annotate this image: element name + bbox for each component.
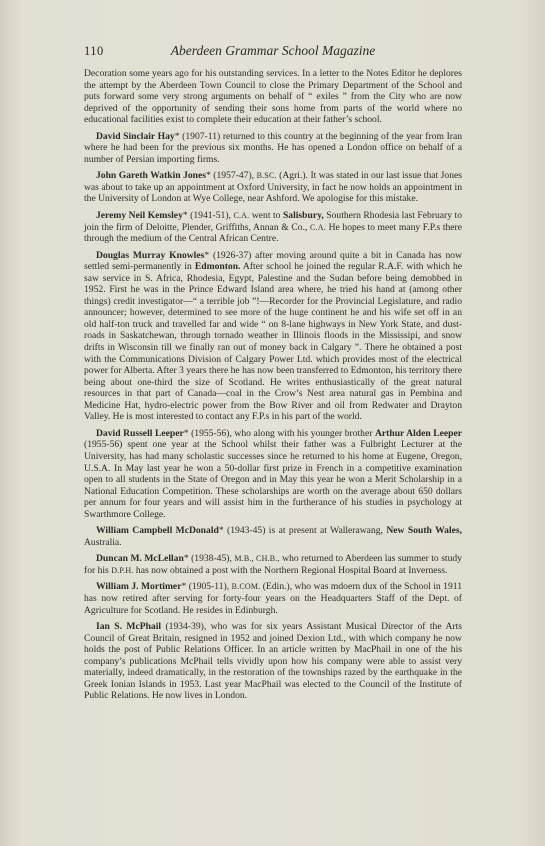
page-header [84,44,462,62]
paragraph [84,581,462,616]
degree-abbrev: B.SC. [256,171,277,181]
place-name: Salisbury, [282,210,324,222]
degree-abbrev: D.P.H. [111,565,134,575]
person-name: William Campbell McDonald [96,525,219,537]
degree-abbrev: B.COM. [231,582,261,592]
text-run: * (1943-45) is at present at Wallerawang, [218,525,387,537]
text-run: * (1957-47), [206,170,257,182]
place-name: New South Wales, [386,525,462,537]
text-run: (1934-39), who was for six years Assistant Musical Director of the Arts Council of Great Britain, resigned in 1952 and joined Dexion Ltd., with which company he now holds the post of Public Relations Officer. In an article written by MacPhail in one of the his company’s publications McPhail tells vividly upon how his company were able to assist very materially, indeed dramatically, in the restoration of the townships razed by the earthquake in the Greek Ionian Islands in 1953. Last year MacPhail was elected to the Council of the Institute of Public Relations. He now lives in London. [84,621,462,702]
paragraph [84,131,462,166]
person-name: David Sinclair Hay [96,130,175,142]
text-run: Southern Rhodesia last February to join the firm of Deloitte, Plender, Griffiths, Annan & Co., [84,210,463,233]
text-run: He hopes to meet many F.P.s there through the medium of the Central African Centre. [84,221,462,245]
person-name: David Russell Leeper [96,427,184,439]
paragraph [84,621,462,702]
paragraph [84,553,462,576]
text-run: went to [249,210,283,222]
article-body [84,68,462,707]
paragraph [84,68,462,126]
text-run: * (1926-37) after moving around quite a bit in Canada has now settled semi-permanently in [84,249,462,273]
text-run: has now obtained a post with the Northern Regional Hospital Board at Inverness. [133,564,448,576]
paragraph [84,250,462,423]
text-run: After school he joined the regular R.A.F. with which he saw service in S. Africa, Rhodesia, Egypt, Palestine and the Sudan before being demobbed in 1952. First he was in the Prince Edward Island area where, he tried his hand at (among other things) credit investigator—“ a terrible job ”!—Recorder for the Provincial Legislature, and radio announcer; however, determined to see more of the huge continent he and his wife set off in an old half-ton truck and travelled far and wide “ on 8-lane highways in New York State, and dust-roads in Saskatchewan, through tornado weather in Illinois floods in the Mississipi, and snow drifts in Wisconsin till we finally ran out of money back in Calgary ”. There he obtained a post with the Communications Division of Calgary Power Ltd. which provides most of the electrical power for Alberta. After 3 years there he has now been transferred to Edmonton, his territory there being about one-third the size of Scotland. He writes enthusiastically of the great natural resources in that part of Canada—coal in the Crow’s Nest area natural gas in Pembina and Medicine Hat, hydro-electric power from the Bow River and oil from Redwater and Drayton Valley. He is most interested to contact any F.P.s in his part of the world. [84,261,462,423]
paragraph [84,210,462,245]
person-name: John Gareth Watkin Jones [96,170,207,182]
paragraph [84,170,462,205]
text-run: Australia. [84,536,122,548]
person-name: Jeremy Neil Kemsley [96,210,183,222]
person-name: Douglas Murray Knowles [96,249,205,261]
text-run: * (1955-56), who along with his younger brother [183,427,375,439]
text-run: * (1905-11), [181,581,232,593]
text-run: (Edin.), who was mdoern dux of the School in 1911 has now retired after serving for forty-four years on the Headquarters Staff of the Dept. of Agriculture for Scotland. He resides in Edinburgh. [84,581,462,616]
degree-abbrev: M.B., CH.B., [234,554,280,564]
page-number: 110 [84,44,104,58]
running-title: Aberdeen Grammar School Magazine [170,43,376,58]
text-run: Decoration some years ago for his outstanding services. In a letter to the Notes Editor he deplores the attempt by the Aberdeen Town Council to close the Primary Department of the School and puts forward some very strong arguments on behalf of “ exiles ” from the City who are now deprived of the opportunity of sending their sons home from parts of the world where no educational facilities exist to complete their education at their father’s school. [84,68,462,126]
text-run: (1955-56) spent one year at the School whilst their father was a Fulbright Lecturer at the University, has had many scholastic successes since he returned to his home at Eugene, Oregon, U.S.A. In May last year he won a 50-dollar first prize in French in a competitive examination open to all students in the State of Oregon and in May this year he won a Merit Scholarship in a National Education Competition. These scholarships are worth on the average about 650 dollars per annum for four years and will assist him in the furtherance of his studies in psychology at Swarthmore College. [84,439,462,520]
paragraph [84,525,462,548]
person-name: Ian S. McPhail [96,621,162,633]
text-run: who returned to Aberdeen las summer to study for his [84,553,462,576]
paragraph [84,428,462,520]
person-name: Duncan M. McLellan [96,553,184,565]
text-run: * (1941-51), [182,210,234,222]
place-name: Edmonton. [194,261,241,273]
degree-abbrev: C.A. [233,211,250,221]
text-run: (Agri.). It was stated in our last issue that Jones was about to take up an appointment at Oxford University, in fact he now holds an appointment in the University of London at Wye College, near Ashford. We apologise for this mistake. [84,170,462,205]
person-name: William J. Mortimer [96,581,182,593]
person-name: Arthur Alden Leeper [374,427,462,439]
text-run: * (1938-45), [183,553,235,565]
degree-abbrev: C.A. [310,222,326,232]
text-run: * (1907-11) returned to this country at the beginning of the year from Iran where he had been for the previous six months. He has opened a London office on behalf of a number of Persian importing firms. [84,130,463,165]
